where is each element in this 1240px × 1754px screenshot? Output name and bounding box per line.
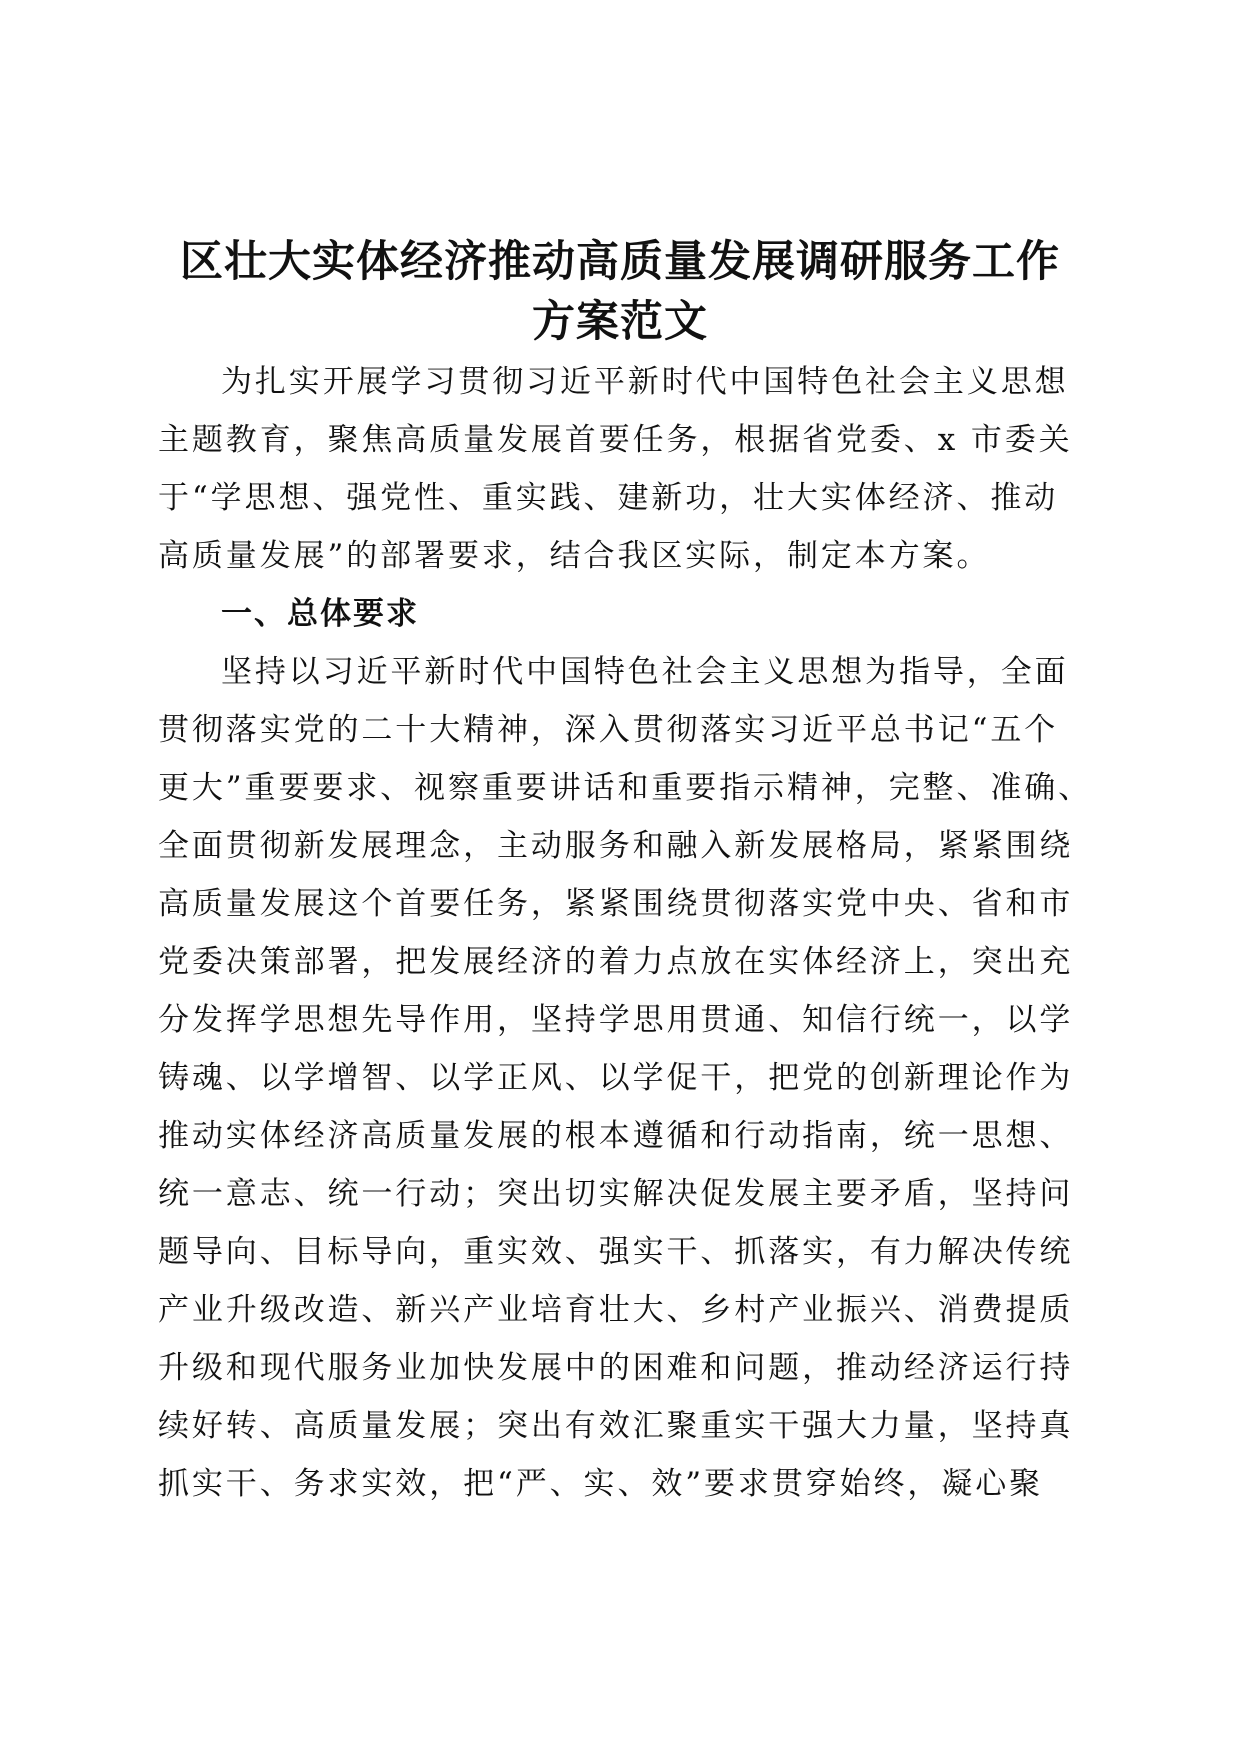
- body-paragraph-line: 升级和现代服务业加快发展中的困难和问题，推动经济运行持: [158, 1350, 1074, 1386]
- body-paragraph-line: 题导向、目标导向，重实效、强实干、抓落实，有力解决传统: [158, 1234, 1074, 1270]
- body-paragraph-line: 党委决策部署，把发展经济的着力点放在实体经济上，突出充: [158, 944, 1074, 980]
- document-title-line-2: 方案范文: [532, 297, 708, 347]
- body-paragraph-line: 统一意志、统一行动；突出切实解决促发展主要矛盾，坚持问: [158, 1176, 1074, 1212]
- body-paragraph-line: 抓实干、务求实效，把“严、实、效”要求贯穿始终，凝心聚: [158, 1466, 1043, 1502]
- body-paragraph-line: 更大”重要要求、视察重要讲话和重要指示精神，完整、准确、: [158, 770, 1093, 806]
- intro-paragraph-line: 于“学思想、强党性、重实践、建新功，壮大实体经济、推动: [158, 480, 1059, 516]
- intro-paragraph-line: 主题教育，聚焦高质量发展首要任务，根据省党委、x 市委关: [158, 422, 1073, 458]
- body-paragraph-line: 全面贯彻新发展理念，主动服务和融入新发展格局，紧紧围绕: [158, 828, 1074, 864]
- document-title-line-1: 区壮大实体经济推动高质量发展调研服务工作: [180, 237, 1060, 287]
- body-paragraph-line: 贯彻落实党的二十大精神，深入贯彻落实习近平总书记“五个: [158, 712, 1059, 748]
- body-paragraph-line: 产业升级改造、新兴产业培育壮大、乡村产业振兴、消费提质: [158, 1292, 1074, 1328]
- body-paragraph-line: 坚持以习近平新时代中国特色社会主义思想为指导，全面: [221, 654, 1069, 690]
- body-paragraph-line: 铸魂、以学增智、以学正风、以学促干，把党的创新理论作为: [158, 1060, 1074, 1096]
- intro-paragraph-line: 为扎实开展学习贯彻习近平新时代中国特色社会主义思想: [221, 364, 1069, 400]
- body-paragraph-line: 高质量发展这个首要任务，紧紧围绕贯彻落实党中央、省和市: [158, 886, 1074, 922]
- body-paragraph-line: 推动实体经济高质量发展的根本遵循和行动指南，统一思想、: [158, 1118, 1074, 1154]
- intro-paragraph-line: 高质量发展”的部署要求，结合我区实际，制定本方案。: [158, 538, 991, 574]
- body-paragraph-line: 续好转、高质量发展；突出有效汇聚重实干强大力量，坚持真: [158, 1408, 1074, 1444]
- body-paragraph-line: 分发挥学思想先导作用，坚持学思用贯通、知信行统一，以学: [158, 1002, 1074, 1038]
- section-heading: 一、总体要求: [221, 596, 419, 632]
